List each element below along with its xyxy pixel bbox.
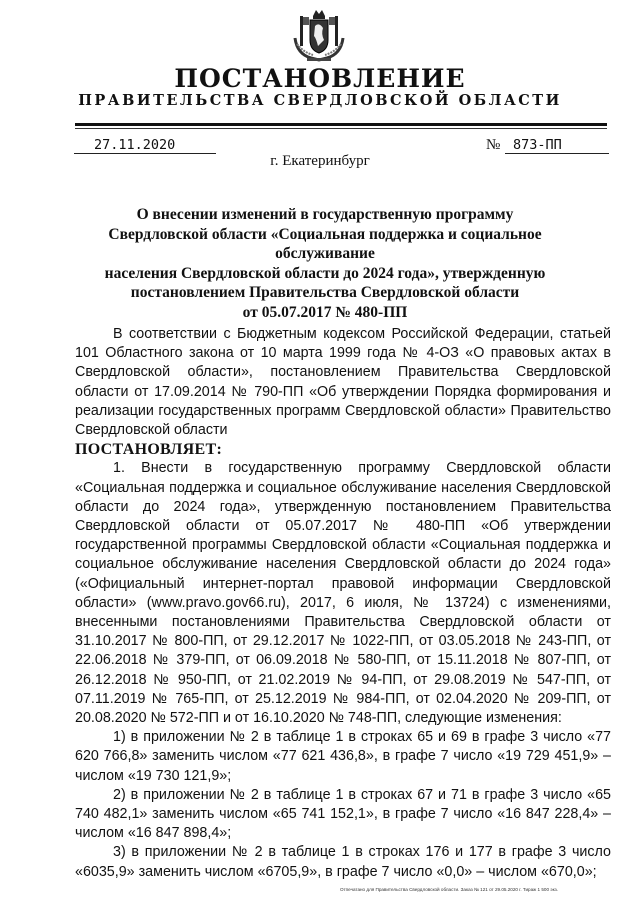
heading-line: О внесении изменений в государственную программу [136,206,514,223]
number-sign: № [486,137,501,153]
document-date: 27.11.2020 [94,137,176,153]
coat-of-arms-icon [283,8,355,64]
city-location: г. Екатеринбург [270,153,370,169]
document-heading [70,205,580,322]
print-footer-note: Отпечатано для Правительства Свердловской области. Заказ № 121 от 29.05.2020 г. Тираж 1 500 экз. [340,887,559,892]
heading-line: населения Свердловской области до 2024 года», утвержденную [104,264,546,282]
heading-line: постановлением Правительства Свердловской области [130,284,520,301]
document-number: 873-ПП [513,137,562,153]
resolves-label: ПОСТАНОВЛЯЕТ: [75,441,223,459]
subitem-paragraph: 3) в приложении № 2 в таблице 1 в строках 176 и 177 в графе 3 число «6035,9» заменить числом «6705,9», в графе 7 число «0,0» – числом «670,0»; [75,844,611,880]
header-divider-thick [75,123,607,126]
item-1-paragraph: 1. Внести в государственную программу Свердловской области «Социальная поддержка и социальное обслуживание населения Свердловской области до 2024 года», утвержденную постановлением Правительства Свердловской области от 05.07.2017 № 480-ПП «Об утверждении государственной программы Свердловской области «Социальная поддержка и социальное обслуживание населения Свердловской области до 2024 года» («Официальный интернет-портал правовой информации Свердловской области» (www.pravo.gov66.ru), 2017, 6 июля, № 13724) с изменениями, внесенными постановлениями Правительства Свердловской области от 31.10.2017 № 800-ПП, от 29.12.2017 № 1022-ПП, от 03.05.2018 № 243-ПП, от 22.06.2018 № 379-ПП, от 06.09.2018 № 580-ПП, от 15.11.2018 № 807-ПП, от 26.12.2018 № 950-ПП, от 21.02.2019 № 94-ПП, от 29.08.2019 № 547-ПП, от 07.11.2019 № 765-ПП, от 25.12.2019 № 984-ПП, от 02.04.2020 № 209-ПП, от 20.08.2020 № 572-ПП и от 16.10.2020 № 748-ПП, следующие изменения: [75,460,611,727]
header-divider-thin [75,128,607,129]
heading-line: Свердловской области «Социальная поддержка и социальное обслуживание [108,225,542,262]
document-body [75,325,611,882]
heading-line: от 05.07.2017 № 480-ПП [242,303,408,321]
document-type-title: ПОСТАНОВЛЕНИЕ [174,64,466,93]
issuer-subtitle: ПРАВИТЕЛЬСТВА СВЕРДЛОВСКОЙ ОБЛАСТИ [78,92,562,109]
subitem-paragraph: 2) в приложении № 2 в таблице 1 в строках 67 и 71 в графе 3 число «65 740 482,1» заменить числом «65 741 152,1», в графе 7 число «16 847 228,4» – числом «16 847 898,4»; [75,786,611,842]
preamble-paragraph: В соответствии с Бюджетным кодексом Российской Федерации, статьей 101 Областного закона от 10 марта 1999 года № 4-ОЗ «О правовых актах в Свердловской области», постановлением Правительства Свердловской области от 17.09.2014 № 790-ПП «Об утверждении Порядка формирования и реализации государственных программ Свердловской области» Правительство Свердловской области [75,326,611,439]
subitem-paragraph: 1) в приложении № 2 в таблице 1 в строках 65 и 69 в графе 3 число «77 620 766,8» заменить числом «77 621 436,8», в графе 7 число «19 729 451,9» – числом «19 730 121,9»; [75,729,611,784]
